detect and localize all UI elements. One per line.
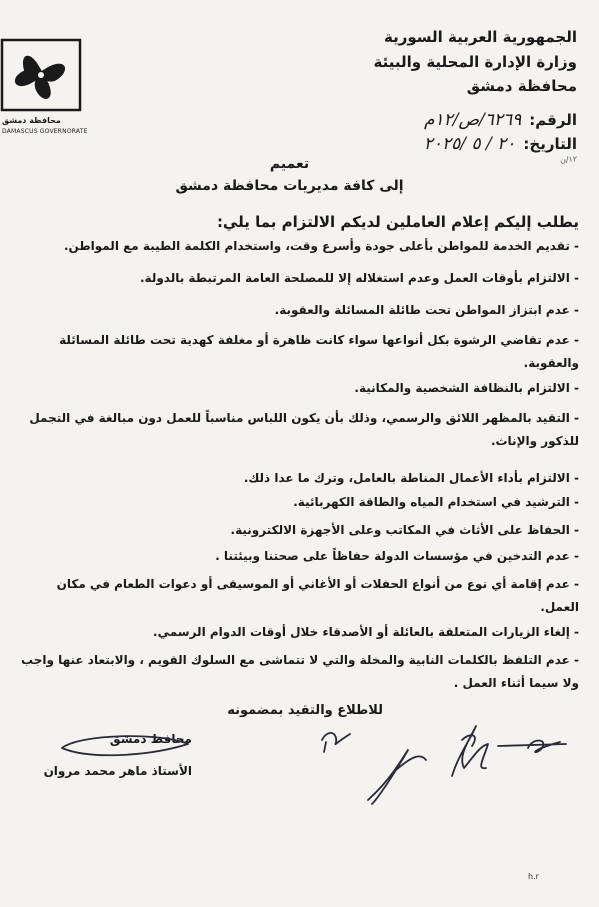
list-item: - التقيد بالمظهر اللائق والرسمي، وذلك بأن يكون اللباس مناسباً للعمل دون مبالغة في التجمل للذكور والإناث. bbox=[29, 411, 579, 448]
list-item: - الالتزام بأوقات العمل وعدم استغلاله إلا للمصلحة العامة المرتبطة بالدولة. bbox=[140, 271, 579, 285]
header-ministry: وزارة الإدارة المحلية والبيئة bbox=[373, 53, 577, 71]
list-item: - إلغاء الزيارات المتعلقة بالعائلة أو الأصدقاء خلال أوقات الدوام الرسمي. bbox=[153, 625, 579, 639]
date-label: التاريخ: bbox=[523, 135, 577, 153]
reference-label: الرقم: bbox=[529, 111, 577, 129]
list-item: - الترشيد في استخدام المياه والطاقة الكهربائية. bbox=[293, 495, 579, 509]
footer-initials: h.r bbox=[528, 872, 539, 881]
list-item: - عدم التلفظ بالكلمات النابية والمخلة والتي لا تتماشى مع السلوك القويم ، والابتعاد عنها واجب ولا سيما أثناء العمل . bbox=[20, 653, 579, 690]
reference-row bbox=[424, 110, 577, 130]
header-republic: الجمهورية العربية السورية bbox=[384, 28, 577, 46]
list-item: - عدم إقامة أي نوع من أنواع الحفلات أو الأغاني أو الموسيقى أو دعوات الطعام في مكان العمل. bbox=[56, 577, 579, 614]
list-item: - الالتزام بأداء الأعمال المناطة بالعامل، وترك ما عدا ذلك. bbox=[243, 471, 579, 485]
list-item: - عدم التدخين في مؤسسات الدولة حفاظاً على صحتنا وبيئتنا . bbox=[215, 549, 579, 563]
list-item: - عدم ابتزاز المواطن تحت طائلة المسائلة والعقوبة. bbox=[274, 303, 579, 317]
list-item: - عدم تقاضي الرشوة بكل أنواعها سواء كانت ظاهرة أو مغلفة كهدية تحت طائلة المسائلة والعقوبة. bbox=[59, 333, 579, 370]
logo-arabic-text: محافظة دمشق bbox=[2, 116, 61, 125]
date-row bbox=[424, 134, 577, 154]
signature-stamp-title: محافظ دمشق bbox=[109, 732, 192, 746]
logo-english-text: DAMASCUS GOVERNORATE bbox=[2, 128, 88, 135]
memo-title: تعميم bbox=[269, 156, 310, 172]
date-value: ٢٠ / ٥ /٢٠٢٥ bbox=[423, 134, 516, 154]
list-item: - تقديم الخدمة للمواطن بأعلى جودة وأسرع وقت، واستخدام الكلمة الطيبة مع المواطن. bbox=[63, 239, 579, 253]
reference-value: ٦٢٦٩/ص/١٢م bbox=[423, 110, 522, 130]
closing-line: للاطلاع والتقيد بمضمونه bbox=[227, 703, 383, 718]
memo-intro: يطلب إليكم إعلام العاملين لديكم الالتزام بما يلي: bbox=[216, 213, 579, 231]
header-governorate: محافظة دمشق bbox=[466, 77, 577, 95]
handwritten-side-note: ١٢/ن bbox=[559, 154, 578, 165]
signatory-name: الأستاذ ماهر محمد مروان bbox=[43, 764, 192, 778]
memo-recipient: إلى كافة مديريات محافظة دمشق bbox=[175, 178, 404, 194]
signature-block bbox=[44, 732, 192, 792]
list-item: - الالتزام بالنظافة الشخصية والمكانية. bbox=[354, 381, 579, 395]
list-item: - الحفاظ على الأثاث في المكاتب وعلى الأجهزة الالكترونية. bbox=[230, 523, 579, 537]
